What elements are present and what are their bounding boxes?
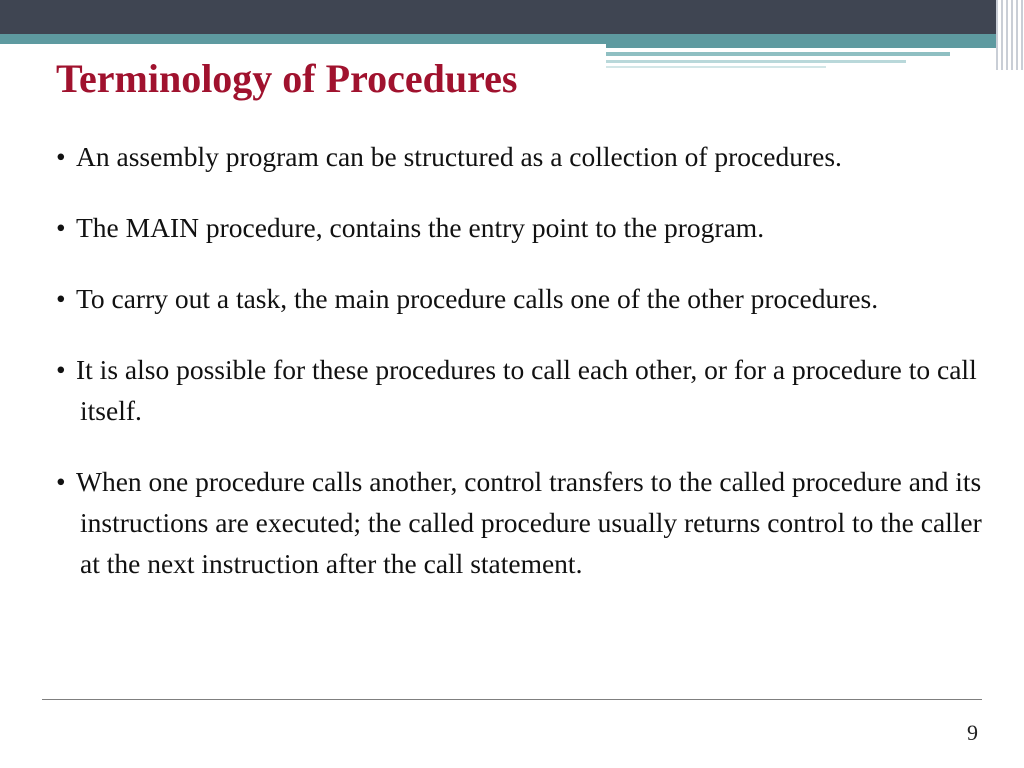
header-accent-line — [606, 52, 950, 56]
header-accent-line-2 — [606, 60, 906, 63]
header-dark-band — [0, 0, 1024, 34]
bullet-text: The MAIN procedure, contains the entry point to the program. — [76, 212, 765, 243]
slide-title: Terminology of Procedures — [56, 56, 518, 101]
bullet-text: An assembly program can be structured as a collection of procedures. — [76, 141, 842, 172]
bullet-symbol: • — [56, 283, 66, 314]
header-accent-line-3 — [606, 66, 826, 68]
page-number: 9 — [967, 720, 978, 745]
bullet-item — [56, 461, 996, 584]
bullet-item — [56, 207, 996, 248]
header-white-strip — [0, 44, 606, 52]
bullet-symbol: • — [56, 354, 66, 385]
bullet-item — [56, 349, 996, 431]
bullet-item — [56, 136, 996, 177]
corner-stripe-decoration — [996, 0, 1024, 70]
bullet-text: It is also possible for these procedures to call each other, or for a procedure to call itself. — [76, 354, 977, 426]
footer-rule — [42, 699, 982, 700]
bullet-item — [56, 278, 996, 319]
bullet-symbol: • — [56, 141, 66, 172]
bullet-text: To carry out a task, the main procedure calls one of the other procedures. — [76, 283, 879, 314]
bullet-list — [56, 136, 996, 614]
bullet-text: When one procedure calls another, control transfers to the called procedure and its instructions are executed; the called procedure usually returns control to the caller at the next instruction after the call statement. — [76, 466, 982, 579]
bullet-symbol: • — [56, 212, 66, 243]
bullet-symbol: • — [56, 466, 66, 497]
